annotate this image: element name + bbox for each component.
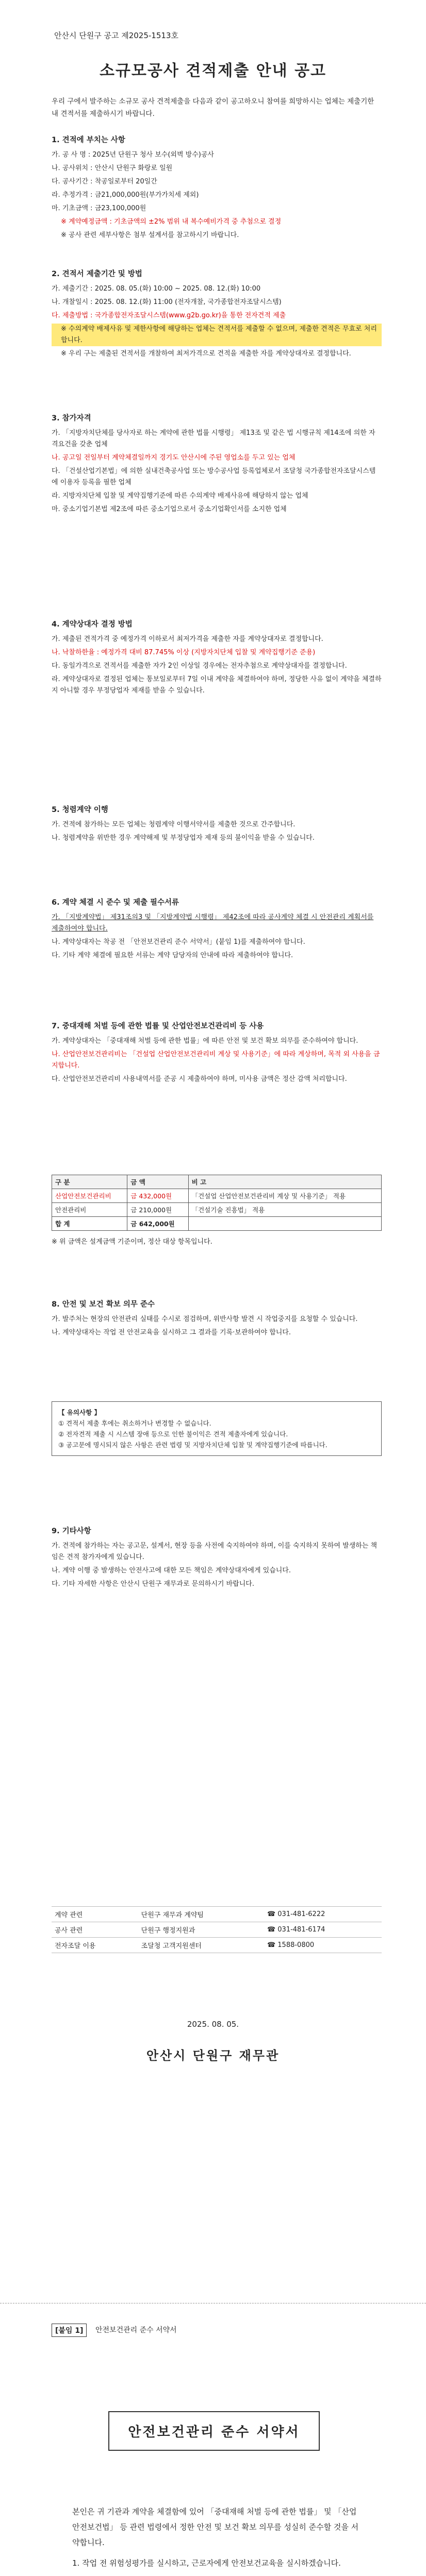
- notice-box-line: ③ 공고문에 명시되지 않은 사항은 관련 법령 및 지방자치단체 입찰 및 계약집행기준에 따릅니다.: [58, 1441, 327, 1449]
- notice-date: 2025. 08. 05.: [187, 2020, 239, 2029]
- s2-line: 나. 개찰일시 : 2025. 08. 12.(화) 11:00 (전자개찰, 국가종합전자조달시스템): [52, 298, 282, 306]
- s1-note: ※ 계약예정금액 : 기초금액의 ±2% 범위 내 복수예비가격 중 추첨으로 결정: [61, 218, 282, 226]
- contact-dept: 단원구 재무과 계약팀: [138, 1907, 264, 1922]
- s5-line: 가. 견적에 참가하는 모든 업체는 청렴계약 이행서약서를 제출한 것으로 간주합니다.: [52, 821, 296, 828]
- s3-line: 다. 「건설산업기본법」에 의한 실내건축공사업 또는 방수공사업 등록업체로서 조달청 국가종합전자조달시스템에 이용자 등록을 필한 업체: [52, 467, 376, 486]
- section-8-body: [52, 1314, 382, 1341]
- table-cell: 「건설기술 진흥법」 적용: [188, 1203, 381, 1217]
- s6-line: 가. 「지방계약법」 제31조의3 및 「지방계약법 시행령」 제42조에 따라 공사계약 체결 시 안전관리 계획서를 제출하여야 합니다.: [52, 913, 374, 933]
- annex-label-text: 안전보건관리 준수 서약서: [95, 2326, 177, 2334]
- contact-type: 계약 관련: [52, 1907, 138, 1922]
- notice-box-line: ② 전자견적 제출 시 시스템 장애 등으로 인한 불이익은 견적 제출자에게 있습니다.: [58, 1430, 288, 1438]
- s2-note: ※ 수의계약 배제사유 및 제한사항에 해당하는 업체는 견적서를 제출할 수 없으며, 제출한 견적은 무효로 처리합니다.: [52, 324, 382, 346]
- notice-box-line: ① 견적서 제출 후에는 취소하거나 변경할 수 없습니다.: [58, 1419, 211, 1427]
- s4-line: 다. 동일가격으로 견적서를 제출한 자가 2인 이상일 경우에는 전자추첨으로 계약상대자를 결정합니다.: [52, 662, 347, 670]
- s1-line: 마. 기초금액 : 금23,100,000원: [52, 205, 146, 212]
- contact-phone: ☎ 031-481-6174: [264, 1922, 382, 1938]
- s9-line: 가. 견적에 참가하는 자는 공고문, 설계서, 현장 등을 사전에 숙지하여야 하며, 이를 숙지하지 못하여 발생하는 책임은 견적 참가자에게 있습니다.: [52, 1542, 378, 1561]
- section-3-heading: 3. 참가자격: [52, 414, 91, 422]
- notice-box: [52, 1401, 382, 1456]
- annex-paragraph: 본인은 귀 기관과 계약을 체결함에 있어 「중대재해 처벌 등에 관한 법률」 및 「산업안전보건법」 등 관련 법령에서 정한 안전 및 보건 확보 의무를 성실히 준수할 것을 서약합니다.: [72, 2507, 359, 2547]
- s7-line: 나. 산업안전보건관리비는 「건설업 산업안전보건관리비 계상 및 사용기준」에 따라 계상하며, 목적 외 사용을 금지합니다.: [52, 1050, 380, 1070]
- contact-row: [52, 1938, 382, 1953]
- table-row: [52, 1217, 382, 1231]
- contact-row: [52, 1907, 382, 1922]
- contact-phone: ☎ 031-481-6222: [264, 1907, 382, 1922]
- contact-type: 전자조달 이용: [52, 1938, 138, 1953]
- annex-label: [붙임 1]: [52, 2324, 87, 2337]
- section-8-heading: 8. 안전 및 보건 확보 의무 준수: [52, 1300, 155, 1309]
- s6-line: 나. 계약상대자는 착공 전 「안전보건관리 준수 서약서」(붙임 1)를 제출하여야 합니다.: [52, 938, 305, 946]
- s4-line: 가. 제출된 견적가격 중 예정가격 이하로서 최저가격을 제출한 자를 계약상대자로 결정합니다.: [52, 635, 323, 643]
- annex-paragraph: 1. 작업 전 위험성평가를 실시하고, 근로자에게 안전보건교육을 실시하겠습니다.: [72, 2558, 341, 2568]
- table-row: [52, 1203, 382, 1217]
- document-title: 소규모공사 견적제출 안내 공고: [99, 62, 327, 80]
- section-3-body: [52, 428, 382, 517]
- s4-line: 나. 낙찰하한율 : 예정가격 대비 87.745% 이상 (지방자치단체 입찰 및 계약집행기준 준용): [52, 649, 316, 656]
- safety-cost-table: [52, 1175, 382, 1231]
- section-5-body: [52, 819, 382, 846]
- s5-line: 나. 청렴계약을 위반한 경우 계약해제 및 부정당업자 제재 등의 불이익을 받을 수 있습니다.: [52, 834, 315, 842]
- s8-line: 나. 계약상대자는 작업 전 안전교육을 실시하고 그 결과를 기록·보관하여야 합니다.: [52, 1329, 291, 1336]
- section-6-body: [52, 912, 382, 963]
- s1-line: 다. 공사기간 : 착공일로부터 20일간: [52, 178, 157, 185]
- table-cell: 산업안전보건관리비: [52, 1189, 127, 1203]
- section-1-body: [52, 149, 382, 243]
- section-4-heading: 4. 계약상대자 결정 방법: [52, 620, 133, 629]
- contact-phone: ☎ 1588-0800: [264, 1938, 382, 1953]
- s7-line: 다. 산업안전보건관리비 사용내역서를 준공 시 제출하여야 하며, 미사용 금액은 정산 감액 처리합니다.: [52, 1075, 347, 1083]
- s9-line: 나. 계약 이행 중 발생하는 안전사고에 대한 모든 책임은 계약상대자에게 있습니다.: [52, 1567, 291, 1574]
- s4-line: 라. 계약상대자로 결정된 업체는 통보일로부터 7일 이내 계약을 체결하여야 하며, 정당한 사유 없이 계약을 체결하지 아니할 경우 부정당업자 제재를 받을 수 있습니다.: [52, 675, 382, 694]
- table-cell: 안전관리비: [52, 1203, 127, 1217]
- table-header: 비 고: [188, 1175, 381, 1189]
- annex-title: 안전보건관리 준수 서약서: [128, 2425, 300, 2440]
- contact-row: [52, 1922, 382, 1938]
- annex-body: [72, 2504, 361, 2576]
- s3-line: 라. 지방자치단체 입찰 및 계약집행기준에 따른 수의계약 배제사유에 해당하지 않는 업체: [52, 492, 308, 500]
- table-cell: 금 432,000원: [127, 1189, 188, 1203]
- section-5-heading: 5. 청렴계약 이행: [52, 806, 108, 814]
- table-header-row: [52, 1175, 382, 1189]
- s1-note: ※ 공사 관련 세부사항은 첨부 설계서를 참고하시기 바랍니다.: [61, 231, 239, 239]
- cost-table-note: ※ 위 금액은 설계금액 기준이며, 정산 대상 항목입니다.: [52, 1238, 212, 1246]
- table-cell: 「건설업 산업안전보건관리비 계상 및 사용기준」 적용: [188, 1189, 381, 1203]
- s1-line: 라. 추정가격 : 금21,000,000원(부가가치세 제외): [52, 191, 199, 199]
- section-1-heading: 1. 견적에 부치는 사항: [52, 136, 125, 144]
- s7-line: 가. 계약상대자는 「중대재해 처벌 등에 관한 법률」에 따른 안전 및 보건 확보 의무를 준수하여야 합니다.: [52, 1037, 358, 1045]
- s1-line: 나. 공사위치 : 안산시 단원구 화랑로 일원: [52, 164, 173, 172]
- notice-box-title: 【 유의사항 】: [58, 1409, 101, 1416]
- table-header: 구 분: [52, 1175, 127, 1189]
- table-cell: 금 210,000원: [127, 1203, 188, 1217]
- table-header: 금 액: [127, 1175, 188, 1189]
- annex-title-box: [108, 2411, 320, 2451]
- table-row: [52, 1189, 382, 1203]
- intro-paragraph: 우리 구에서 발주하는 소규모 공사 견적제출을 다음과 같이 공고하오니 참여를 희망하시는 업체는 제출기한 내 견적서를 제출하시기 바랍니다.: [52, 97, 374, 118]
- section-9-heading: 9. 기타사항: [52, 1527, 91, 1535]
- s2-line: 가. 제출기간 : 2025. 08. 05.(화) 10:00 ~ 2025. 08. 12.(화) 10:00: [52, 285, 261, 293]
- contact-dept: 조달청 고객지원센터: [138, 1938, 264, 1953]
- table-cell: 금 642,000원: [127, 1217, 188, 1231]
- s3-line: 마. 중소기업기본법 제2조에 따른 중소기업으로서 중소기업확인서를 소지한 업체: [52, 505, 287, 513]
- section-6-heading: 6. 계약 체결 시 준수 및 제출 필수서류: [52, 899, 179, 907]
- s8-line: 가. 발주처는 현장의 안전관리 실태를 수시로 점검하며, 위반사항 발견 시 작업중지를 요청할 수 있습니다.: [52, 1315, 358, 1323]
- s6-line: 다. 기타 계약 체결에 필요한 서류는 계약 담당자의 안내에 따라 제출하여야 합니다.: [52, 952, 293, 959]
- section-2-body: [52, 283, 382, 362]
- contact-type: 공사 관련: [52, 1922, 138, 1938]
- section-9-body: [52, 1540, 382, 1592]
- table-cell: [188, 1217, 381, 1231]
- section-7-heading: 7. 중대재해 처벌 등에 관한 법률 및 산업안전보건관리비 등 사용: [52, 1022, 264, 1030]
- s3-line: 가. 「지방자치단체를 당사자로 하는 계약에 관한 법률 시행령」 제13조 및 같은 법 시행규칙 제14조에 의한 자격요건을 갖춘 업체: [52, 429, 375, 448]
- s9-line: 다. 기타 자세한 사항은 안산시 단원구 재무과로 문의하시기 바랍니다.: [52, 1580, 254, 1588]
- section-2-heading: 2. 견적서 제출기간 및 방법: [52, 270, 142, 278]
- table-cell: 합 계: [52, 1217, 127, 1231]
- s1-line: 가. 공 사 명 : 2025년 단원구 청사 보수(외벽 방수)공사: [52, 151, 214, 159]
- s2-note: ※ 우리 구는 제출된 견적서를 개찰하여 최저가격으로 견적을 제출한 자를 계약상대자로 결정합니다.: [61, 350, 351, 358]
- notice-number: 안산시 단원구 공고 제2025-1513호: [54, 31, 178, 40]
- section-7-body: [52, 1036, 382, 1087]
- s3-line: 나. 공고일 전일부터 계약체결일까지 경기도 안산시에 주된 영업소를 두고 있는 업체: [52, 454, 296, 462]
- s2-line: 다. 제출방법 : 국가종합전자조달시스템(www.g2b.go.kr)을 통한 전자견적 제출: [52, 312, 286, 319]
- contact-dept: 단원구 행정지원과: [138, 1922, 264, 1938]
- issuer-signature: 안산시 단원구 재무관: [146, 2048, 280, 2063]
- section-4-body: [52, 634, 382, 699]
- contact-table: [52, 1906, 382, 1953]
